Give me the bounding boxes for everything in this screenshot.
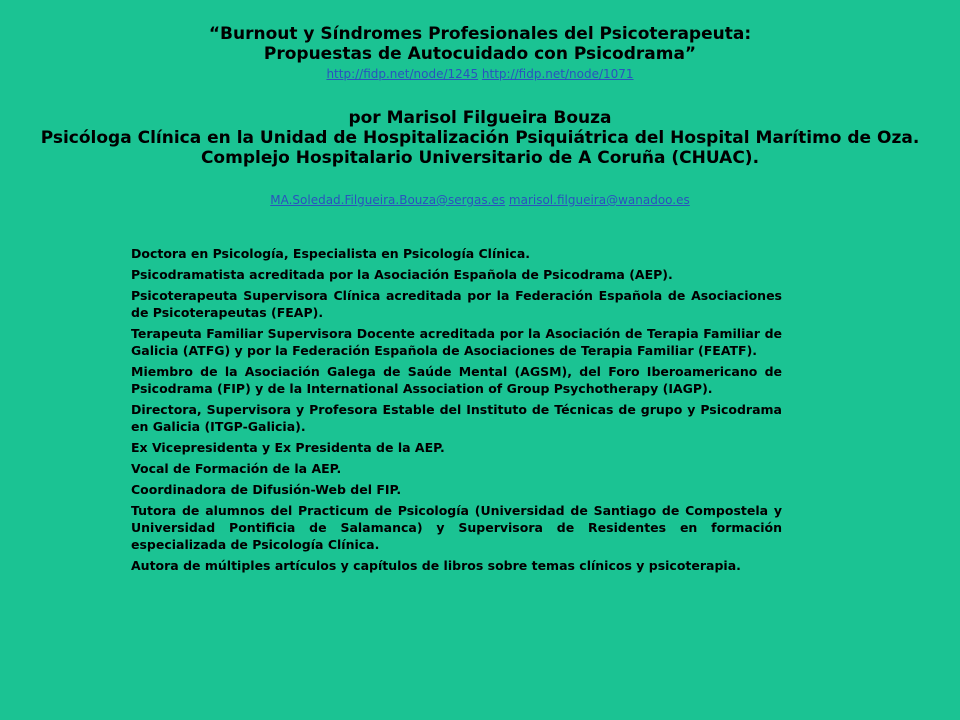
email-link-sergas[interactable]: MA.Soledad.Filgueira.Bouza@sergas.es [270,193,506,207]
bio-item: Directora, Supervisora y Profesora Estable del Instituto de Técnicas de grupo y Psicodrama en Galicia (ITGP-Galicia). [131,402,782,434]
title-line-1: “Burnout y Síndromes Profesionales del Psicoterapeuta: [208,24,752,44]
bio-item: Vocal de Formación de la AEP. [131,461,342,476]
bio-item: Ex Vicepresidenta y Ex Presidenta de la AEP. [131,440,445,455]
node-link-1071[interactable]: http://fidp.net/node/1071 [481,67,634,81]
email-link-wanadoo[interactable]: marisol.filgueira@wanadoo.es [508,193,690,207]
bio-item: Autora de múltiples artículos y capítulos de libros sobre temas clínicos y psicoterapia. [131,558,741,573]
author: por Marisol Filgueira Bouza [348,108,612,128]
bio-item: Coordinadora de Difusión-Web del FIP. [131,482,402,497]
node-link-1245[interactable]: http://fidp.net/node/1245 [326,67,479,81]
bio-item: Doctora en Psicología, Especialista en Psicología Clínica. [131,246,531,261]
title [40,24,920,64]
bio-item: Psicodramatista acreditada por la Asociación Española de Psicodrama (AEP). [131,267,673,282]
bio-list [131,245,782,578]
email-links [40,192,920,208]
affiliation: Psicóloga Clínica en la Unidad de Hospitalización Psiquiátrica del Hospital Marítimo de Oza. Complejo Hospitalario Universitario de A Coruña (CHUAC). [40,128,920,168]
header [40,24,920,208]
bio-item: Terapeuta Familiar Supervisora Docente acreditada por la Asociación de Terapia Familiar de Galicia (ATFG) y por la Federación Española de Asociaciones de Terapia Familiar (FEATF). [131,326,782,358]
node-links [40,66,920,82]
bio-item: Psicoterapeuta Supervisora Clínica acreditada por la Federación Española de Asociaciones de Psicoterapeutas (FEAP). [131,288,782,320]
title-line-2: Propuestas de Autocuidado con Psicodrama” [263,44,697,64]
bio-item: Miembro de la Asociación Galega de Saúde Mental (AGSM), del Foro Iberoamericano de Psicodrama (FIP) y de la International Association of Group Psychotherapy (IAGP). [131,364,782,396]
bio-item: Tutora de alumnos del Practicum de Psicología (Universidad de Santiago de Compostela y Universidad Pontificia de Salamanca) y Supervisora de Residentes en formación especializada de Psicología Clínica. [131,503,782,552]
